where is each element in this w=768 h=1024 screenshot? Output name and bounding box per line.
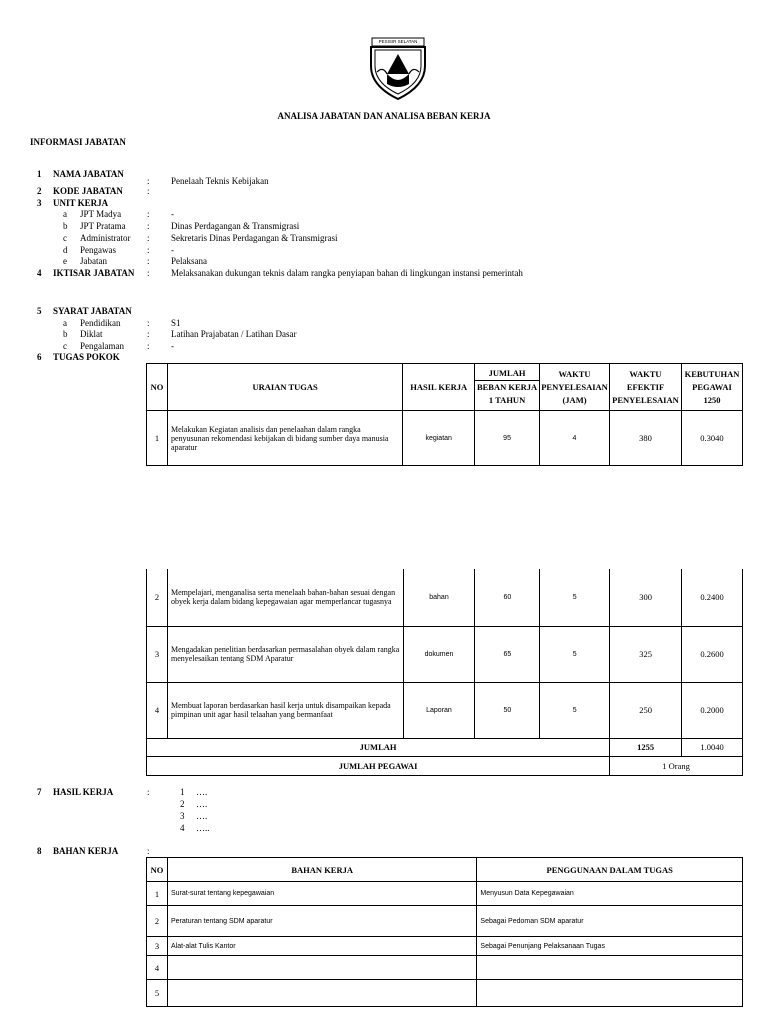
item-4-colon: : [147, 268, 150, 278]
jumlah-pegawai-row [147, 756, 743, 775]
bahan-row-bahan [167, 980, 476, 1007]
unit-b-colon: : [147, 221, 150, 231]
bahan-row-no: 4 [147, 956, 168, 980]
bahan-no-header: NO [147, 858, 168, 882]
jumlah-label: JUMLAH [147, 738, 610, 756]
syarat-c-letter: c [63, 341, 67, 351]
table-row [147, 569, 743, 626]
table-row [147, 937, 743, 956]
unit-a-value: - [171, 209, 174, 219]
col-efektif-line-2: EFEKTIF [626, 381, 665, 392]
row-kebutuhan: 0.2400 [682, 569, 743, 626]
table-row [147, 682, 743, 738]
regency-logo [365, 36, 431, 102]
unit-b-label: JPT Pratama [80, 221, 126, 231]
unit-c-letter: c [63, 233, 67, 243]
row-waktu: 5 [540, 626, 610, 682]
item-1-value: Penelaah Teknis Kebijakan [171, 176, 269, 186]
row-hasil: Laporan [403, 682, 475, 738]
item-7-colon: : [147, 787, 150, 797]
row-efektif: 380 [610, 411, 682, 466]
item-3-label: UNIT KERJA [53, 198, 109, 208]
item-3-num: 3 [37, 198, 42, 208]
col-kebutuhan-line-3: 1250 [703, 394, 721, 405]
jumlah-pegawai-label: JUMLAH PEGAWAI [147, 756, 610, 775]
col-waktu-line-2: PENYELESAIAN [541, 381, 608, 392]
row-uraian: Mengadakan penelitian berdasarkan permasalahan obyek dalam rangka menyelesaikan tentang SDM Aparatur [167, 626, 403, 682]
row-no: 1 [147, 411, 168, 466]
bahan-row-bahan: Alat-alat Tulis Kantor [167, 937, 476, 956]
bahan-row-no: 1 [147, 882, 168, 906]
bahan-kerja-table [146, 857, 743, 1007]
table-row [147, 906, 743, 937]
hasil-4-value: ….. [196, 823, 210, 833]
table-row [147, 980, 743, 1007]
col-jumlah-line-3: 1 TAHUN [488, 395, 526, 405]
unit-e-label: Jabatan [80, 256, 107, 266]
hasil-4-num: 4 [180, 823, 185, 833]
col-uraian-header: URAIAN TUGAS [167, 364, 402, 411]
jumlah-efektif: 1255 [610, 738, 682, 756]
syarat-a-letter: a [63, 318, 67, 328]
row-efektif: 325 [610, 626, 682, 682]
col-jumlah-line-2: BEBAN KERJA [476, 382, 538, 392]
unit-e-value: Pelaksana [171, 256, 207, 266]
bahan-row-bahan: Peraturan tentang SDM aparatur [167, 906, 476, 937]
hasil-1-value: …. [196, 787, 208, 797]
unit-b-value: Dinas Perdagangan & Transmigrasi [171, 221, 300, 231]
row-uraian: Melakukan Kegiatan analisis dan penelaahan dalam rangka penyusunan rekomendasi kebijakan di bidang sumber daya manusia aparatur [167, 411, 402, 466]
row-kebutuhan: 0.2600 [682, 626, 743, 682]
shield-emblem-icon [365, 36, 431, 102]
col-waktu-line-3: (JAM) [562, 394, 587, 405]
syarat-c-colon: : [147, 341, 150, 351]
item-1-num: 1 [37, 169, 42, 179]
syarat-c-value: - [171, 341, 174, 351]
jumlah-pegawai-value: 1 Orang [610, 756, 743, 775]
row-jumlah: 50 [475, 682, 540, 738]
bahan-row-penggunaan: Sebagai Pedoman SDM aparatur [477, 906, 743, 937]
bahan-header: BAHAN KERJA [167, 858, 476, 882]
col-no-header: NO [147, 364, 168, 411]
col-waktu-header [540, 364, 610, 411]
row-kebutuhan: 0.2000 [682, 682, 743, 738]
unit-d-label: Pengawas [80, 245, 116, 255]
item-1-label: NAMA JABATAN [53, 169, 124, 179]
item-8-label: BAHAN KERJA [53, 846, 119, 856]
row-hasil: dokumen [403, 626, 475, 682]
bahan-row-no: 3 [147, 937, 168, 956]
row-hasil: bahan [403, 569, 475, 626]
item-2-num: 2 [37, 186, 42, 196]
row-waktu: 5 [540, 682, 610, 738]
jumlah-row [147, 738, 743, 756]
tugas-table-header [146, 363, 743, 466]
unit-e-letter: e [63, 256, 67, 266]
syarat-b-value: Latihan Prajabatan / Latihan Dasar [171, 329, 297, 339]
tugas-table-continued [146, 569, 743, 776]
document-title: ANALISA JABATAN DAN ANALISA BEBAN KERJA [277, 111, 491, 121]
bahan-row-penggunaan [477, 956, 743, 980]
row-kebutuhan: 0.3040 [681, 411, 742, 466]
col-hasil-header: HASIL KERJA [403, 364, 475, 411]
unit-d-colon: : [147, 245, 150, 255]
row-no: 3 [147, 626, 168, 682]
section-heading: INFORMASI JABATAN [30, 137, 126, 147]
row-no: 4 [147, 682, 168, 738]
syarat-b-label: Diklat [80, 329, 103, 339]
logo-text: PESISIR SELATAN [378, 39, 418, 44]
syarat-b-letter: b [63, 329, 68, 339]
item-6-label: TUGAS POKOK [53, 352, 120, 362]
item-8-num: 8 [37, 846, 42, 856]
item-2-label: KODE JABATAN [53, 186, 123, 196]
item-4-value: Melaksanakan dukungan teknis dalam rangka penyiapan bahan di lingkungan instansi pemerintah [171, 268, 523, 278]
syarat-a-value: S1 [171, 318, 181, 328]
table-row [147, 956, 743, 980]
unit-a-colon: : [147, 209, 150, 219]
syarat-a-colon: : [147, 318, 150, 328]
unit-c-value: Sekretaris Dinas Perdagangan & Transmigrasi [171, 233, 338, 243]
table-row [147, 411, 743, 466]
col-kebutuhan-line-2: PEGAWAI [692, 381, 732, 392]
unit-c-label: Administrator [80, 233, 131, 243]
item-7-label: HASIL KERJA [53, 787, 114, 797]
syarat-c-label: Pengalaman [80, 341, 124, 351]
bahan-row-penggunaan: Sebagai Penunjang Pelaksanaan Tugas [477, 937, 743, 956]
item-4-label: IKTISAR JABATAN [53, 268, 135, 278]
item-2-colon: : [147, 186, 150, 196]
item-5-label: SYARAT JABATAN [53, 306, 132, 316]
table-row [147, 626, 743, 682]
col-efektif-line-1: WAKTU [629, 368, 662, 379]
row-waktu: 5 [540, 569, 610, 626]
row-uraian: Membuat laporan berdasarkan hasil kerja untuk disampaikan kepada pimpinan unit agar hasil telaahan yang bermanfaat [167, 682, 403, 738]
col-jumlah-line-1: JUMLAH [488, 368, 526, 378]
unit-d-letter: d [63, 245, 68, 255]
jumlah-kebutuhan: 1.0040 [682, 738, 743, 756]
row-hasil: kegiatan [403, 411, 475, 466]
col-efektif-header [610, 364, 682, 411]
hasil-2-value: …. [196, 799, 208, 809]
unit-c-colon: : [147, 233, 150, 243]
unit-d-value: - [171, 245, 174, 255]
row-no: 2 [147, 569, 168, 626]
row-jumlah: 65 [475, 626, 540, 682]
item-4-num: 4 [37, 268, 42, 278]
bahan-row-penggunaan [477, 980, 743, 1007]
col-waktu-line-1: WAKTU [558, 368, 591, 379]
penggunaan-header: PENGGUNAAN DALAM TUGAS [477, 858, 743, 882]
syarat-b-colon: : [147, 329, 150, 339]
row-uraian: Mempelajari, menganalisa serta menelaah bahan-bahan sesuai dengan obyek kerja dalam bidang kepegawaian agar memperlancar tugasnya [167, 569, 403, 626]
unit-a-letter: a [63, 209, 67, 219]
hasil-3-value: …. [196, 811, 208, 821]
item-8-colon: : [147, 846, 150, 856]
row-jumlah: 60 [475, 569, 540, 626]
syarat-a-label: Pendidikan [80, 318, 121, 328]
bahan-row-no: 5 [147, 980, 168, 1007]
item-5-num: 5 [37, 306, 42, 316]
unit-b-letter: b [63, 221, 68, 231]
row-waktu: 4 [540, 411, 610, 466]
item-6-num: 6 [37, 352, 42, 362]
col-efektif-line-3: PENYELESAIAN [612, 394, 679, 405]
row-efektif: 300 [610, 569, 682, 626]
hasil-2-num: 2 [180, 799, 185, 809]
unit-a-label: JPT Madya [80, 209, 122, 219]
unit-e-colon: : [147, 256, 150, 266]
table-row [147, 882, 743, 906]
row-efektif: 250 [610, 682, 682, 738]
bahan-row-no: 2 [147, 906, 168, 937]
bahan-row-bahan [167, 956, 476, 980]
hasil-1-num: 1 [180, 787, 185, 797]
col-kebutuhan-header [681, 364, 742, 411]
row-jumlah: 95 [475, 411, 540, 466]
hasil-3-num: 3 [180, 811, 185, 821]
col-kebutuhan-line-1: KEBUTUHAN [684, 368, 740, 379]
bahan-row-penggunaan: Menyusun Data Kepegawaian [477, 882, 743, 906]
item-1-colon: : [147, 176, 150, 186]
item-7-num: 7 [37, 787, 42, 797]
col-jumlah-header [475, 364, 540, 411]
bahan-row-bahan: Surat-surat tentang kepegawaian [167, 882, 476, 906]
